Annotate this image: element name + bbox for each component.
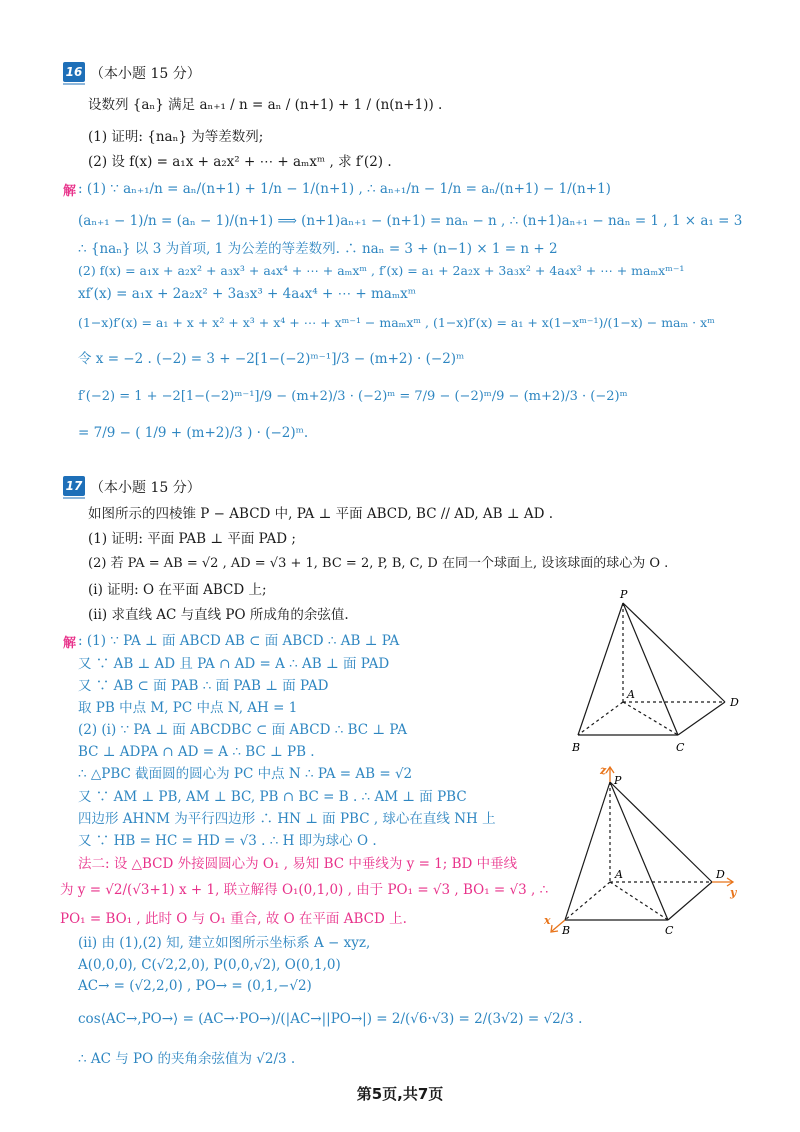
q16-sol-line-7: 令 x = −2 . (−2) = 3 + −2[1−(−2)ᵐ⁻¹]/3 − (m+2) · (−2)ᵐ xyxy=(78,351,465,367)
q16-sol-line-6: (1−x)f′(x) = a₁ + x + x² + x³ + x⁴ + ⋯ + xᵐ⁻¹ − maₘxᵐ , (1−x)f′(x) = a₁ + x(1−xᵐ⁻¹)/(1−x) − maₘ · xᵐ xyxy=(78,315,715,330)
q17-stem: 如图所示的四棱锥 P − ABCD 中, PA ⊥ 平面 ABCD, BC // AD, AB ⊥ AD . xyxy=(88,506,554,522)
q17-ii-line-4: cos⟨AC→,PO→⟩ = (AC→·PO→)/(|AC→||PO→|) = 2/(√6·√3) = 2/(3√2) = √2/3 . xyxy=(78,1011,583,1027)
q17-sol-line-5: (2) (i) ∵ PA ⊥ 面 ABCDBC ⊂ 面 ABCD ∴ BC ⊥ PA xyxy=(78,722,407,738)
q17-sol-line-8: 又 ∵ AM ⊥ PB, AM ⊥ BC, PB ∩ BC = B . ∴ AM ⊥ 面 PBC xyxy=(78,789,467,805)
pyramid-figure xyxy=(560,585,760,760)
pyramid-axes-figure xyxy=(540,762,760,942)
q17-badge: 17 xyxy=(63,476,85,496)
q17-sol-line-7: ∴ △PBC 截面圆的圆心为 PC 中点 N ∴ PA = AB = √2 xyxy=(78,766,413,782)
edge-cd-2 xyxy=(668,882,712,920)
q16-solution-tag: 解 xyxy=(63,184,77,199)
q17-sol-line-3: 又 ∵ AB ⊂ 面 PAB ∴ 面 PAB ⊥ 面 PAD xyxy=(78,678,329,694)
label-a-2: A xyxy=(615,868,623,881)
q17-alt-line-3: PO₁ = BO₁ , 此时 O 与 O₁ 重合, 故 O 在平面 ABCD 上. xyxy=(60,911,407,927)
q17-part2i: (i) 证明: O 在平面 ABCD 上; xyxy=(88,582,267,598)
label-p-2: P xyxy=(614,774,622,787)
q17-part2: (2) 若 PA = AB = √2 , AD = √3 + 1, BC = 2, P, B, C, D 在同一个球面上, 设该球面的球心为 O . xyxy=(88,556,669,571)
q17-sol-line-6: BC ⊥ ADPA ∩ AD = A ∴ BC ⊥ PB . xyxy=(78,744,315,760)
q17-sol-line-9: 四边形 AHNM 为平行四边形 ∴ HN ⊥ 面 PBC , 球心在直线 NH 上 xyxy=(78,811,496,827)
q16-sol-line-2: (aₙ₊₁ − 1)/n = (aₙ − 1)/(n+1) ⟹ (n+1)aₙ₊₁ − (n+1) = naₙ − n , ∴ (n+1)aₙ₊₁ − naₙ = 1 , 1 × a₁ = 3 xyxy=(78,213,743,229)
q17-ii-line-1: (ii) 由 (1),(2) 知, 建立如图所示坐标系 A − xyz, xyxy=(78,935,371,951)
label-d-2: D xyxy=(716,868,725,881)
q16-sol-line-1: : (1) ∵ aₙ₊₁/n = aₙ/(n+1) + 1/n − 1/(n+1) , ∴ aₙ₊₁/n − 1/n = aₙ/(n+1) − 1/(n+1) xyxy=(78,181,611,197)
q17-solution-tag: 解 xyxy=(63,636,77,651)
q16-badge: 16 xyxy=(63,62,85,82)
q17-alt-line-2: 为 y = √2/(√3+1) x + 1, 联立解得 O₁(0,1,0) , 由于 PO₁ = √3 , BO₁ = √3 , ∴ xyxy=(60,882,549,898)
q17-points: （本小题 15 分） xyxy=(90,480,201,496)
edge-ac xyxy=(623,702,678,735)
edge-pc xyxy=(623,603,678,735)
q17-sol-line-2: 又 ∵ AB ⊥ AD 且 PA ∩ AD = A ∴ AB ⊥ 面 PAD xyxy=(78,656,390,672)
q16-sol-line-8: f′(−2) = 1 + −2[1−(−2)ᵐ⁻¹]/9 − (m+2)/3 · (−2)ᵐ = 7/9 − (−2)ᵐ/9 − (m+2)/3 · (−2)ᵐ xyxy=(78,389,628,404)
q17-part2ii: (ii) 求直线 AC 与直线 PO 所成角的余弦值. xyxy=(88,607,349,623)
q17-ii-line-3: AC→ = (√2,2,0) , PO→ = (0,1,−√2) xyxy=(78,978,312,994)
label-a: A xyxy=(627,688,635,701)
edge-pb xyxy=(578,603,623,735)
q17-sol-line-10: 又 ∵ HB = HC = HD = √3 . ∴ H 即为球心 O . xyxy=(78,833,377,849)
edge-cd xyxy=(678,702,725,735)
q16-part1: (1) 证明: {naₙ} 为等差数列; xyxy=(88,129,264,145)
q17-sol-line-1: : (1) ∵ PA ⊥ 面 ABCD AB ⊂ 面 ABCD ∴ AB ⊥ PA xyxy=(78,633,400,649)
label-x: x xyxy=(544,914,551,927)
label-b-2: B xyxy=(562,924,571,937)
edge-pc-2 xyxy=(610,782,668,920)
q17-part1: (1) 证明: 平面 PAB ⊥ 平面 PAD ; xyxy=(88,531,296,547)
q17-ii-line-2: A(0,0,0), C(√2,2,0), P(0,0,√2), O(0,1,0) xyxy=(78,957,341,973)
q16-part2: (2) 设 f(x) = a₁x + a₂x² + ⋯ + aₘxᵐ , 求 f′(2) . xyxy=(88,154,392,170)
q17-alt-line-1: 法二: 设 △BCD 外接圆圆心为 O₁ , 易知 BC 中垂线为 y = 1; BD 中垂线 xyxy=(78,856,518,872)
label-c-2: C xyxy=(665,924,674,937)
q16-points: （本小题 15 分） xyxy=(90,66,201,82)
edge-pd xyxy=(623,603,725,702)
q16-sol-line-4: (2) f(x) = a₁x + a₂x² + a₃x³ + a₄x⁴ + ⋯ + aₘxᵐ , f′(x) = a₁ + 2a₂x + 3a₃x² + 4a₄x³ + ⋯ + maₘxᵐ⁻¹ xyxy=(78,263,685,278)
label-p: P xyxy=(620,588,628,601)
edge-pb-2 xyxy=(565,782,610,920)
edge-ac-2 xyxy=(610,882,668,920)
q16-sol-line-9: = 7/9 − ( 1/9 + (m+2)/3 ) · (−2)ᵐ. xyxy=(78,425,309,441)
edge-pd-2 xyxy=(610,782,712,882)
label-z: z xyxy=(600,764,607,777)
label-d: D xyxy=(730,696,739,709)
edge-ab xyxy=(578,702,623,735)
label-y: y xyxy=(730,886,737,899)
q16-sol-line-5: xf′(x) = a₁x + 2a₂x² + 3a₃x³ + 4a₄x⁴ + ⋯ + maₘxᵐ xyxy=(78,286,417,302)
label-c: C xyxy=(676,741,685,754)
q17-sol-line-4: 取 PB 中点 M, PC 中点 N, AH = 1 xyxy=(78,700,298,716)
q16-sol-line-3: ∴ {naₙ} 以 3 为首项, 1 为公差的等差数列. ∴ naₙ = 3 + (n−1) × 1 = n + 2 xyxy=(78,241,558,257)
page-footer: 第5页,共7页 xyxy=(356,1085,444,1103)
q17-ii-line-5: ∴ AC 与 PO 的夹角余弦值为 √2/3 . xyxy=(78,1051,296,1067)
q16-stem: 设数列 {aₙ} 满足 aₙ₊₁ / n = aₙ / (n+1) + 1 / (n(n+1)) . xyxy=(88,97,443,113)
label-b: B xyxy=(572,741,581,754)
